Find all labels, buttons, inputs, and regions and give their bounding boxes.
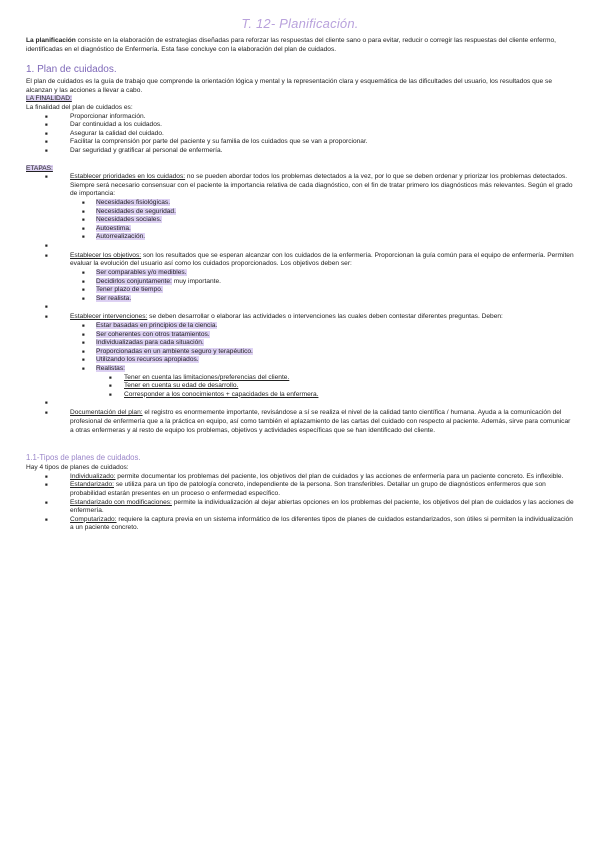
list-item: ■ Dar seguridad y gratificar al personal de enfermería.	[26, 147, 574, 156]
item-text: Decidirlos conjuntamente:	[96, 277, 172, 285]
list-item	[70, 199, 574, 208]
list-item: ■ Proporcionar información.	[26, 113, 574, 122]
list-item	[96, 382, 574, 391]
list-item	[70, 269, 574, 278]
list-item	[70, 339, 574, 348]
section-1-definition: El plan de cuidados es la guía de trabajo que comprende la orientación lógica y mental y la representación clara y esquemática de las dificultades del usuario, los resultados que se alcanzan y las acciones a llevar a cabo.	[26, 78, 552, 94]
item-text: permite documentar los problemas del paciente, los objetivos del plan de cuidados y las acciones de enfermería para un paciente concreto. Es inflexible.	[115, 472, 564, 480]
etapa-text: se deben desarrollar o elaborar las actividades o intervenciones las cuales deben contestar diferentes preguntas. Deben:	[147, 313, 503, 321]
item-text: Corresponder a los conocimientos + capacidades de la enfermera.	[124, 390, 319, 398]
list-item: ■ Dar continuidad a los cuidados.	[26, 121, 574, 130]
objetivos-list	[70, 269, 574, 303]
list-item	[26, 481, 574, 498]
intro-term: La planificación	[26, 37, 76, 44]
item-text: Proporcionadas en un ambiente seguro y terapéutico.	[96, 347, 253, 355]
intro-paragraph	[26, 37, 574, 54]
section-1-heading: 1. Plan de cuidados.	[26, 64, 117, 76]
finalidad-list	[26, 113, 574, 156]
list-item	[70, 233, 574, 242]
etapa-lead: Documentación del plan:	[70, 409, 143, 417]
etapa-lead: Establecer prioridades en los cuidados:	[70, 173, 186, 181]
list-item	[96, 374, 574, 383]
item-text: Ser comparables y/o medibles.	[96, 269, 187, 277]
list-item	[26, 499, 574, 516]
etapas-block	[26, 165, 574, 436]
list-item	[70, 348, 574, 357]
etapas-label-line	[26, 165, 574, 174]
item-lead: Individualizado:	[70, 472, 116, 480]
list-item	[70, 365, 574, 399]
finalidad-label-line	[26, 95, 574, 104]
item-lead: Estandarizado:	[70, 481, 114, 489]
item-rest: muy importante.	[171, 277, 221, 285]
item-text: permite la individualización al dejar abiertas opciones en los problemas del paciente, los objetivos del plan de cuidados y las acciones de enfermería.	[70, 498, 574, 515]
item-lead: Estandarizado con modificaciones:	[70, 498, 172, 506]
list-item	[70, 295, 574, 304]
item-text: Utilizando los recursos apropiados.	[96, 356, 199, 364]
etapa-objetivos	[26, 252, 574, 304]
intro-text: consiste en la elaboración de estrategias diseñadas para reforzar las respuestas del cliente sano o para evitar, reducir o corregir las respuestas del cliente enfermo, identificadas en el diagnóstico de Enfermería. Esta fase concluye con la elaboración del plan de cuidados.	[26, 37, 556, 53]
item-text: Autorrealización.	[96, 233, 146, 241]
item-text: se utiliza para un tipo de patología concreto, independiente de la persona. Son transferibles. Detallar un grupo de diagnósticos enfermeros que son probabilidad estarán presentes en un proceso o enfermedad específico.	[70, 481, 546, 497]
list-item	[96, 391, 574, 400]
item-text: Tener plazo de tiempo.	[96, 286, 163, 294]
item-text: requiere la captura previa en un sistema informático de los diferentes tipos de planes de cuidados estandarizados, son útiles si permiten la individualización a un paciente concreto.	[70, 515, 573, 532]
intervenciones-list	[70, 322, 574, 399]
etapas-label: ETAPAS:	[26, 164, 53, 172]
list-item	[70, 356, 574, 365]
etapa-intervenciones	[26, 313, 574, 399]
list-item	[70, 278, 574, 287]
item-text: Ser coherentes con otros tratamientos.	[96, 330, 210, 338]
list-item: ■ Asegurar la calidad del cuidado.	[26, 130, 574, 139]
item-text: Autoestima.	[96, 224, 131, 232]
list-item	[26, 473, 574, 482]
item-text: Necesidades de seguridad.	[96, 207, 176, 215]
section-1-1-heading: 1.1-Tipos de planes de cuidados.	[26, 453, 141, 463]
etapa-text: el registro es enormemente importante, revisándose a sí se realiza el nivel de la calidad tanto científica / humana. Ayuda a la comunicación del profesional de enfermería que a la práctica en equipo, así como también el aplazamiento de las cartas del cuidado con respecto al paciente. Además, sirve para comunicar a otras enfermeras y al resto de equipo los problemas, objetivos y actividades específicas que se han identificado del cliente.	[70, 409, 571, 434]
list-item	[70, 225, 574, 234]
finalidad-intro: La finalidad del plan de cuidados es:	[26, 103, 133, 111]
item-text: Tener en cuenta su edad de desarrollo.	[124, 382, 239, 390]
list-item	[26, 516, 574, 533]
list-item	[70, 331, 574, 340]
list-item	[70, 322, 574, 331]
item-text: Realistas:	[96, 365, 125, 372]
list-item: ■ Facilitar la comprensión por parte del paciente y su familia de los cuidados que se van a proporcionar.	[26, 138, 574, 147]
list-item	[70, 208, 574, 217]
item-text: Tener en cuenta las limitaciones/preferencias del cliente.	[124, 373, 290, 381]
list-item	[70, 286, 574, 295]
item-text: Estar basadas en principios de la ciencia.	[96, 322, 218, 330]
list-item	[70, 216, 574, 225]
item-text: Ser realista.	[96, 294, 132, 302]
etapa-text: son los resultados que se esperan alcanzar con los cuidados de la enfermería. Proporcionan la guía común para el equipo de enfermería. Permiten evaluar la evolución del usuario así como los cuidados proporcionados. Los objetivos deben ser:	[70, 251, 574, 268]
etapa-lead: Establecer los objetivos:	[70, 251, 142, 259]
section-1-1-intro: Hay 4 tipos de planes de cuidados:	[26, 464, 129, 472]
finalidad-label: LA FINALIDAD:	[26, 95, 72, 103]
prioridades-list	[70, 199, 574, 242]
etapa-documentacion	[26, 409, 574, 435]
tipos-list	[26, 473, 574, 533]
item-text: Necesidades sociales.	[96, 216, 162, 224]
item-lead: Computarizado:	[70, 515, 117, 523]
page-title: T. 12- Planificación.	[241, 16, 359, 31]
item-text: Necesidades fisiológicas.	[96, 198, 171, 206]
etapa-prioridades	[26, 173, 574, 242]
etapas-list	[26, 173, 574, 435]
etapa-lead: Establecer intervenciones:	[70, 313, 148, 321]
spacer	[26, 242, 574, 248]
spacer	[26, 303, 574, 309]
spacer	[26, 399, 574, 405]
etapa-text: no se pueden abordar todos los problemas detectados a la vez, por lo que se deben ordenar y priorizar los problemas detectados. Siempre será necesario consensuar con el paciente la importancia relativa de cada diagnóstico, con el fin de tratar primero los diagnósticos más relevantes. Según el grado de importancia:	[70, 173, 573, 198]
realistas-list	[96, 374, 574, 400]
item-text: Individualizadas para cada situación.	[96, 339, 204, 347]
